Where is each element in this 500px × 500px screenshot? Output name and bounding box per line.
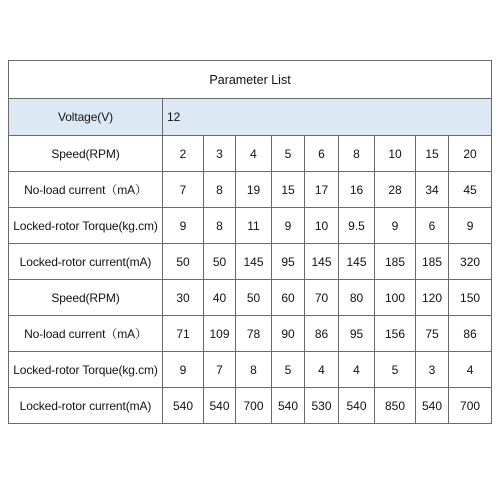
table-row	[9, 316, 492, 352]
row-label: Speed(RPM)	[9, 280, 163, 316]
table-cell: 156	[375, 316, 416, 352]
table-cell: 78	[236, 316, 272, 352]
table-cell: 5	[272, 352, 305, 388]
table-cell: 109	[204, 316, 236, 352]
table-cell: 100	[375, 280, 416, 316]
table-cell: 9	[449, 208, 492, 244]
table-title: Parameter List	[9, 61, 492, 99]
table-cell: 20	[449, 136, 492, 172]
table-cell: 11	[236, 208, 272, 244]
parameter-table	[8, 60, 492, 424]
table-cell: 75	[416, 316, 449, 352]
table-row	[9, 136, 492, 172]
table-cell: 7	[204, 352, 236, 388]
table-cell: 8	[339, 136, 375, 172]
table-cell: 9	[163, 352, 204, 388]
table-cell: 540	[204, 388, 236, 424]
row-label: Locked-rotor current(mA)	[9, 244, 163, 280]
row-label: No-load current（mA）	[9, 316, 163, 352]
table-cell: 50	[236, 280, 272, 316]
table-cell: 6	[305, 136, 339, 172]
table-cell: 9	[163, 208, 204, 244]
table-cell: 30	[163, 280, 204, 316]
table-cell: 145	[305, 244, 339, 280]
table-cell: 60	[272, 280, 305, 316]
table-cell: 145	[339, 244, 375, 280]
table-cell: 17	[305, 172, 339, 208]
table-cell: 4	[305, 352, 339, 388]
title-row	[9, 61, 492, 99]
table-cell: 8	[204, 172, 236, 208]
table-cell: 86	[449, 316, 492, 352]
table-cell: 34	[416, 172, 449, 208]
table-cell: 8	[236, 352, 272, 388]
table-row	[9, 208, 492, 244]
table-cell: 19	[236, 172, 272, 208]
table-cell: 28	[375, 172, 416, 208]
table-row	[9, 352, 492, 388]
table-cell: 71	[163, 316, 204, 352]
table-row	[9, 244, 492, 280]
table-cell: 10	[305, 208, 339, 244]
table-cell: 86	[305, 316, 339, 352]
table-cell: 15	[272, 172, 305, 208]
table-cell: 10	[375, 136, 416, 172]
table-cell: 5	[272, 136, 305, 172]
table-cell: 540	[416, 388, 449, 424]
table-cell: 3	[204, 136, 236, 172]
table-cell: 120	[416, 280, 449, 316]
table-row	[9, 388, 492, 424]
table-cell: 145	[236, 244, 272, 280]
table-cell: 6	[416, 208, 449, 244]
table-cell: 530	[305, 388, 339, 424]
table-cell: 540	[163, 388, 204, 424]
voltage-row	[9, 99, 492, 136]
table-cell: 540	[339, 388, 375, 424]
row-label: Locked-rotor current(mA)	[9, 388, 163, 424]
table-cell: 95	[272, 244, 305, 280]
table-cell: 700	[236, 388, 272, 424]
table-cell: 320	[449, 244, 492, 280]
table-cell: 95	[339, 316, 375, 352]
table-cell: 4	[449, 352, 492, 388]
table-cell: 150	[449, 280, 492, 316]
table-cell: 15	[416, 136, 449, 172]
row-label: Locked-rotor Torque(kg.cm)	[9, 208, 163, 244]
table-cell: 540	[272, 388, 305, 424]
table-cell: 7	[163, 172, 204, 208]
table-cell: 700	[449, 388, 492, 424]
table-row	[9, 172, 492, 208]
table-cell: 5	[375, 352, 416, 388]
table-cell: 850	[375, 388, 416, 424]
table-cell: 9	[375, 208, 416, 244]
table-cell: 8	[204, 208, 236, 244]
table-cell: 16	[339, 172, 375, 208]
row-label: No-load current（mA）	[9, 172, 163, 208]
table-cell: 4	[236, 136, 272, 172]
table-cell: 185	[416, 244, 449, 280]
table-cell: 90	[272, 316, 305, 352]
table-cell: 4	[339, 352, 375, 388]
row-label: Speed(RPM)	[9, 136, 163, 172]
voltage-value: 12	[163, 99, 492, 136]
table-cell: 50	[204, 244, 236, 280]
table-cell: 70	[305, 280, 339, 316]
table-row	[9, 280, 492, 316]
table-cell: 2	[163, 136, 204, 172]
table-cell: 9.5	[339, 208, 375, 244]
table-cell: 40	[204, 280, 236, 316]
table-cell: 185	[375, 244, 416, 280]
row-label: Locked-rotor Torque(kg.cm)	[9, 352, 163, 388]
table-cell: 45	[449, 172, 492, 208]
table-cell: 9	[272, 208, 305, 244]
table-cell: 3	[416, 352, 449, 388]
table-cell: 80	[339, 280, 375, 316]
voltage-label: Voltage(V)	[9, 99, 163, 136]
table-cell: 50	[163, 244, 204, 280]
